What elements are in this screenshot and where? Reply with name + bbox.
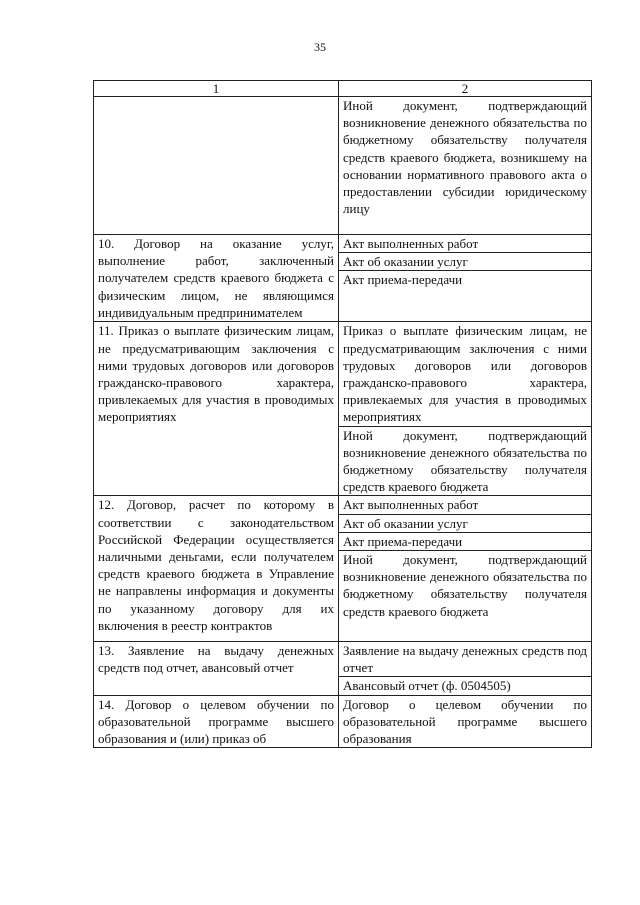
row-right-cell: Заявление на выдачу денежных средств под отчет [339, 642, 592, 677]
header-column-2: 2 [339, 81, 592, 97]
row-right-cell: Акт выполненных работ [339, 235, 592, 253]
row-left-cell: 12. Договор, расчет по которому в соответствии с законодательством Российской Федерации осуществляется наличными деньгами, если получателем средств краевого бюджета в Управление не направлены информация и документы по указанному договору для их включения в реестр контрактов [94, 496, 339, 642]
row-right-cell: Иной документ, подтверждающий возникновение денежного обязательства по бюджетному обязательству получателя средств краевого бюджета, возникшему на основании нормативного правового акта о предоставлении субсидии юридическому лицу [339, 97, 592, 235]
row-right-cell: Акт об оказании услуг [339, 253, 592, 271]
header-column-1: 1 [94, 81, 339, 97]
row-left-cell: 10. Договор на оказание услуг, выполнение работ, заключенный получателем средств краевого бюджета с физическим лицом, не являющимся индивидуальным предпринимателем [94, 235, 339, 322]
table-row [94, 496, 592, 514]
row-left-cell: 11. Приказ о выплате физическим лицам, не предусматривающим заключения с ними трудовых договоров или договоров гражданско-правового характера, привлекаемых для участия в проводимых мероприятиях [94, 322, 339, 496]
page-number: 35 [314, 40, 326, 54]
row-right-cell: Договор о целевом обучении по образовательной программе высшего образования [339, 695, 592, 748]
table-row [94, 642, 592, 677]
row-right-cell: Акт приема-передачи [339, 271, 592, 322]
table-row [94, 235, 592, 253]
table-row [94, 695, 592, 748]
row-right-cell: Акт выполненных работ [339, 496, 592, 514]
row-right-cell: Акт приема-передачи [339, 532, 592, 550]
row-left-cell [94, 97, 339, 235]
table-row [94, 322, 592, 426]
row-right-cell: Авансовый отчет (ф. 0504505) [339, 677, 592, 695]
row-right-cell: Иной документ, подтверждающий возникновение денежного обязательства по бюджетному обязательству получателя средств краевого бюджета [339, 551, 592, 642]
row-left-cell: 14. Договор о целевом обучении по образовательной программе высшего образования и (или) приказ об [94, 695, 339, 748]
table-header-row [94, 81, 592, 97]
row-right-cell: Иной документ, подтверждающий возникновение денежного обязательства по бюджетному обязательству получателя средств краевого бюджета [339, 426, 592, 496]
row-right-cell: Акт об оказании услуг [339, 514, 592, 532]
row-right-cell: Приказ о выплате физическим лицам, не предусматривающим заключения с ними трудовых договоров или договоров гражданско-правового характера, привлекаемых для участия в проводимых мероприятиях [339, 322, 592, 426]
document-table [93, 80, 592, 748]
table-row [94, 97, 592, 235]
row-left-cell: 13. Заявление на выдачу денежных средств под отчет, авансовый отчет [94, 642, 339, 696]
